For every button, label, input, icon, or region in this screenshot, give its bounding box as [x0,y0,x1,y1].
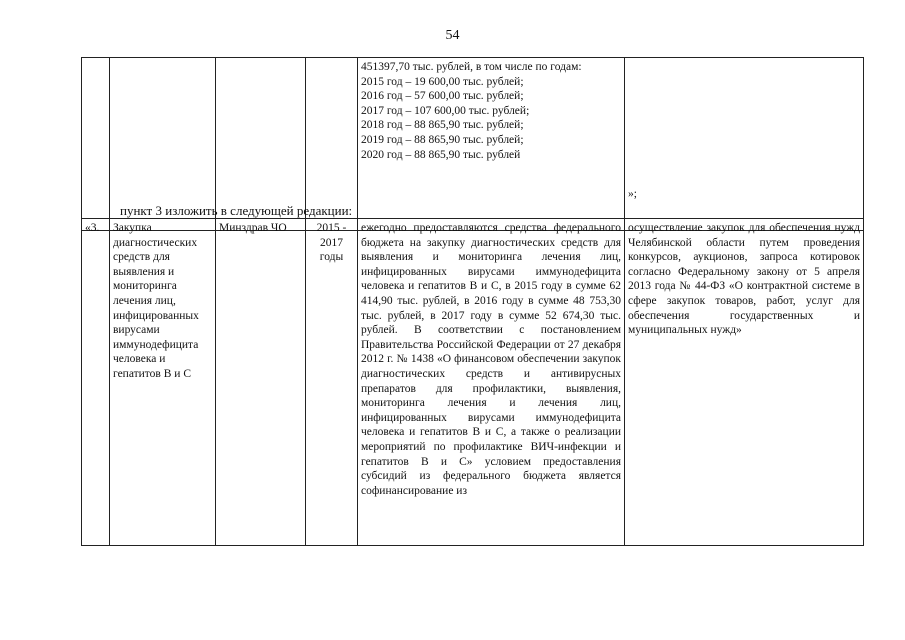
cell-amounts [358,58,625,231]
amount-line: 2015 год – 19 600,00 тыс. рублей; [361,75,524,88]
amount-line: 451397,70 тыс. рублей, в том числе по годам: [361,61,582,73]
cell-result [625,58,864,231]
cell-result: осуществление закупок для обеспечения нужд Челябинской области путем проведения конкурсов, аукционов, запроса котировок согласно Федеральному закону от 5 апреля 2013 года № 44-ФЗ «О контрактной системе в сфере закупок товаров, работ, услуг для обеспечения государственных и муниципальных нужд» [625,219,864,546]
page-number: 54 [445,28,460,43]
amount-line: 2020 год – 88 865,90 тыс. рублей [361,148,521,161]
table-row [82,219,864,546]
amount-line: 2017 год – 107 600,00 тыс. рублей; [361,104,530,117]
amendment-table [81,218,864,546]
cell-num: «3. [82,219,110,546]
amount-line: 2019 год – 88 865,90 тыс. рублей; [361,133,524,146]
closing-mark: »; [628,188,637,201]
cell-period: 2015 - 2017 годы [306,219,358,546]
cell-description: ежегодно предоставляются средства федерального бюджета на закупку диагностических средств для выявления и мониторинга лечения лиц, инфицированных вирусами иммунодефицита человека и гепатитов В и С, в 2015 году в сумме 62 414,90 тыс. рублей, в 2016 году в сумме 48 753,30 тыс. рублей, в 2017 году в сумме 52 674,30 тыс. рублей. В соответствии с постановлением Правительства Российской Федерации от 27 декабря 2012 г. № 1438 «О финансовом обеспечении закупок диагностических средств и антивирусных препаратов для профилактики, выявления, мониторинга лечения и лечения лиц, инфицированных вирусами иммунодефицита человека и гепатитов В и С, а также о реализации мероприятий по профилактике ВИЧ-инфекции и гепатитов В и С» условием предоставления субсидий из федерального бюджета является софинансирование из [358,219,625,546]
cell-num [82,58,110,231]
cell-executor: Минздрав ЧО [216,219,306,546]
amendment-intro: пункт 3 изложить в следующей редакции: [120,203,353,218]
amount-line: 2016 год – 57 600,00 тыс. рублей; [361,90,524,103]
cell-name: Закупка диагностических средств для выявления и мониторинга лечения лиц, инфицированных вирусами иммунодефицита человека и гепатитов В и С [110,219,216,546]
amount-line: 2018 год – 88 865,90 тыс. рублей; [361,119,524,132]
